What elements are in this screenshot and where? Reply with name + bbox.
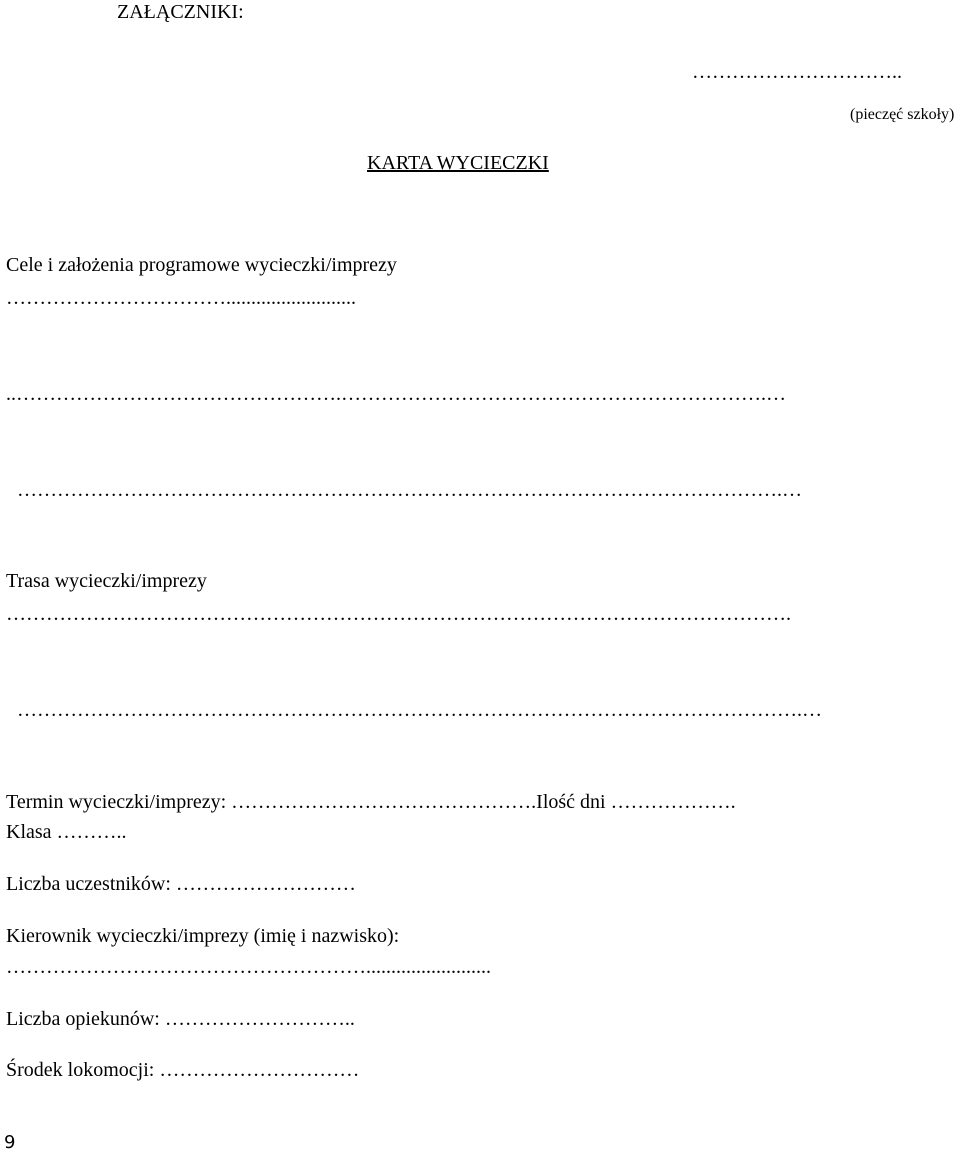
route-fill-line-1: ………………………………………………………………………………………………………. <box>6 603 791 625</box>
page-heading: ZAŁĄCZNIKI: <box>117 1 244 23</box>
goals-fill-line-3: …………………………………………………………………………………………………….… <box>17 479 802 501</box>
leader-label: Kierownik wycieczki/imprezy (imię i nazwisko): <box>6 925 400 947</box>
school-stamp-line: ………………………….. <box>692 61 902 83</box>
participants-row: Liczba uczestników: ……………………… <box>6 873 356 895</box>
date-row: Termin wycieczki/imprezy: ……………………………………….Ilość dni ………………. <box>6 791 736 813</box>
guardians-row: Liczba opiekunów: ……………………….. <box>6 1008 355 1030</box>
route-label: Trasa wycieczki/imprezy <box>6 570 207 592</box>
route-fill-line-2: ……………………………………………………………………………………………………….… <box>17 699 822 721</box>
page-number: 9 <box>4 1132 16 1153</box>
goals-label: Cele i założenia programowe wycieczki/imprezy <box>6 254 397 276</box>
class-row: Klasa ……….. <box>6 821 127 843</box>
school-stamp-caption: (pieczęć szkoły) <box>850 106 955 123</box>
transport-row: Środek lokomocji: ………………………… <box>6 1059 360 1081</box>
document-title: KARTA WYCIECZKI <box>367 152 549 174</box>
leader-fill-line: ………………………………………………......................... <box>6 956 491 978</box>
goals-fill-line-1: …………………………….......................... <box>6 287 356 309</box>
goals-fill-line-2: ..………………………………………….……………………………………………………….… <box>6 383 786 405</box>
